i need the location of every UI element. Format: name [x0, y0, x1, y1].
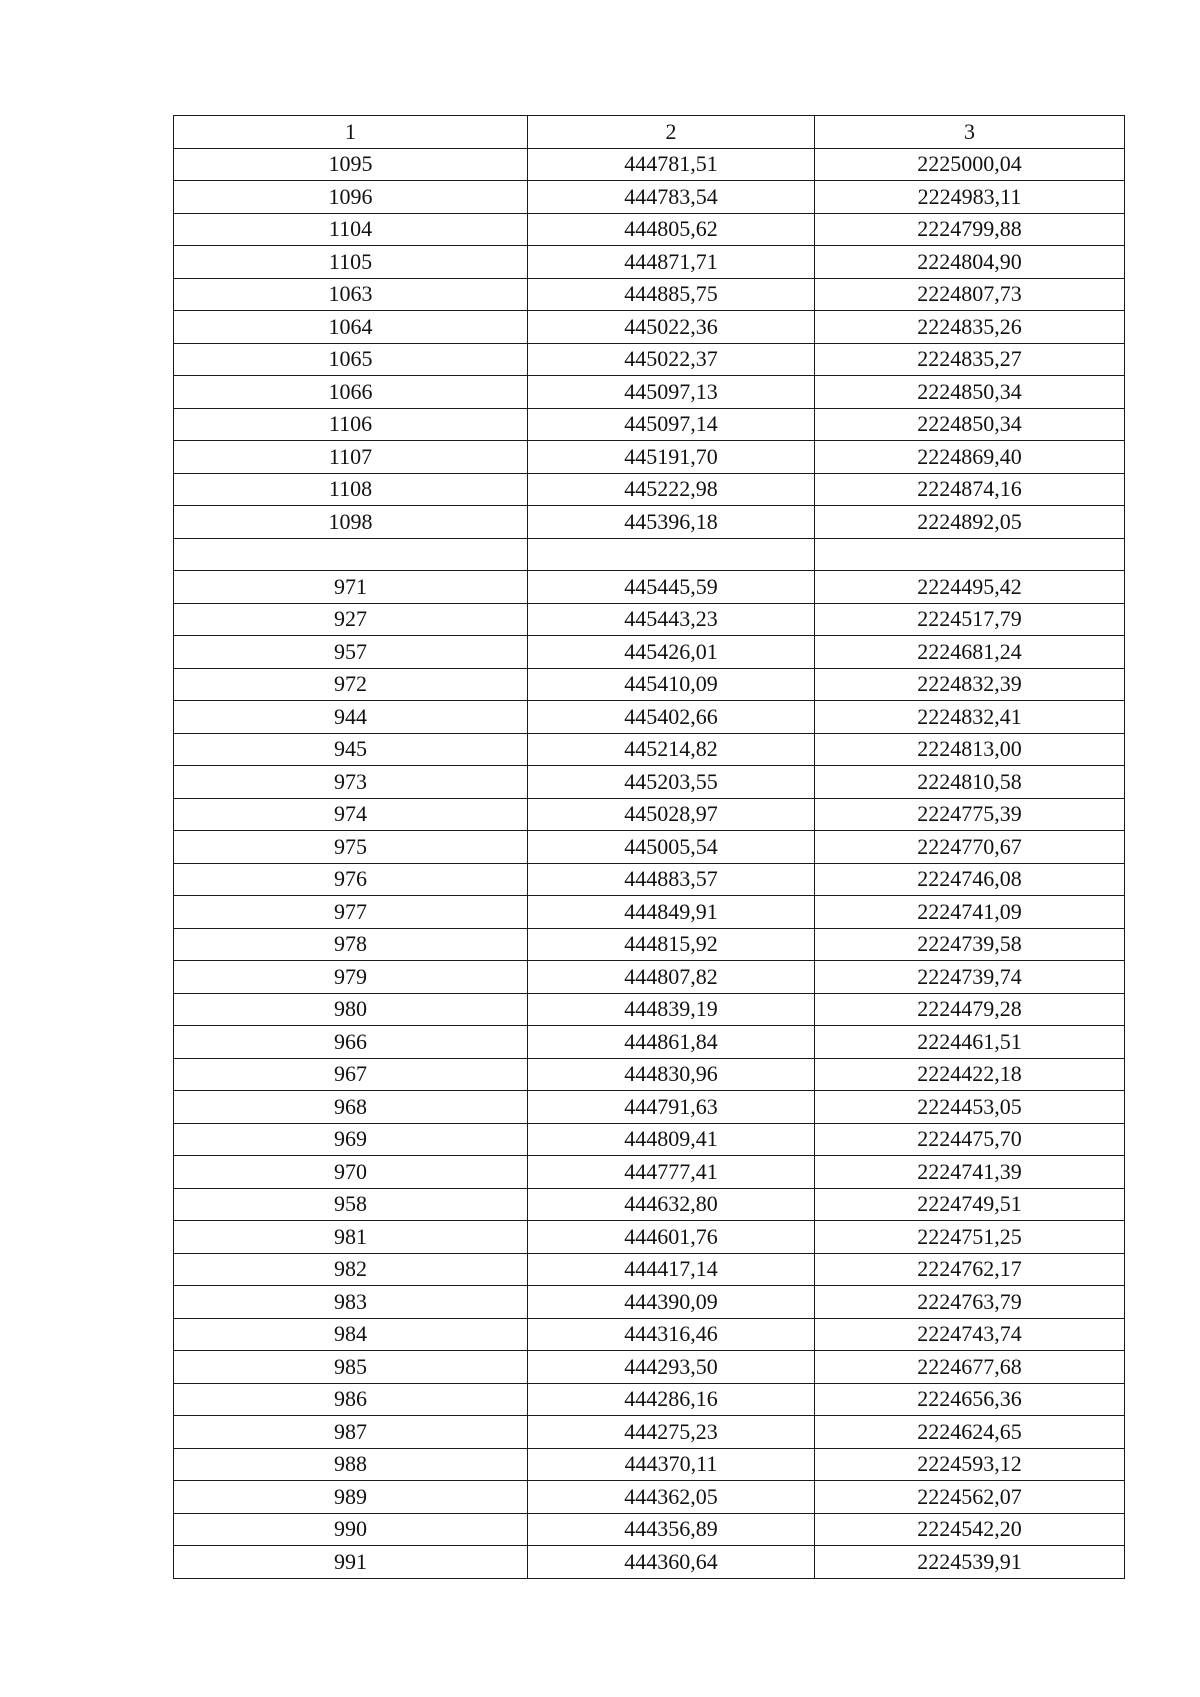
point-number-cell: 1066 [174, 376, 528, 409]
x-coordinate-cell: 444783,54 [528, 181, 815, 214]
header-row [174, 116, 1125, 149]
point-number-cell: 1063 [174, 278, 528, 311]
point-number-cell: 973 [174, 766, 528, 799]
point-number-cell: 987 [174, 1416, 528, 1449]
table-row [174, 701, 1125, 734]
y-coordinate-cell: 2224810,58 [815, 766, 1125, 799]
table-row [174, 733, 1125, 766]
y-coordinate-cell: 2224479,28 [815, 993, 1125, 1026]
point-number-cell: 1095 [174, 148, 528, 181]
point-number-cell [174, 538, 528, 571]
x-coordinate-cell: 444390,09 [528, 1286, 815, 1319]
y-coordinate-cell: 2224542,20 [815, 1513, 1125, 1546]
x-coordinate-cell: 444839,19 [528, 993, 815, 1026]
x-coordinate-cell: 444360,64 [528, 1546, 815, 1579]
table-row [174, 278, 1125, 311]
y-coordinate-cell: 2224751,25 [815, 1221, 1125, 1254]
y-coordinate-cell: 2224746,08 [815, 863, 1125, 896]
coordinates-table [173, 115, 1125, 1579]
table-row [174, 213, 1125, 246]
table-row [174, 1156, 1125, 1189]
point-number-cell: 972 [174, 668, 528, 701]
y-coordinate-cell: 2224562,07 [815, 1481, 1125, 1514]
x-coordinate-cell: 444356,89 [528, 1513, 815, 1546]
table-row [174, 1481, 1125, 1514]
point-number-cell: 969 [174, 1123, 528, 1156]
table-row [174, 148, 1125, 181]
table-row [174, 603, 1125, 636]
y-coordinate-cell: 2224539,91 [815, 1546, 1125, 1579]
y-coordinate-cell: 2224832,39 [815, 668, 1125, 701]
x-coordinate-cell: 445222,98 [528, 473, 815, 506]
y-coordinate-cell: 2224775,39 [815, 798, 1125, 831]
x-coordinate-cell: 444883,57 [528, 863, 815, 896]
table-row [174, 1091, 1125, 1124]
point-number-cell: 974 [174, 798, 528, 831]
table-row [174, 376, 1125, 409]
y-coordinate-cell: 2224762,17 [815, 1253, 1125, 1286]
point-number-cell: 980 [174, 993, 528, 1026]
point-number-cell: 1107 [174, 441, 528, 474]
x-coordinate-cell: 444417,14 [528, 1253, 815, 1286]
point-number-cell: 984 [174, 1318, 528, 1351]
x-coordinate-cell: 445097,13 [528, 376, 815, 409]
y-coordinate-cell: 2224835,27 [815, 343, 1125, 376]
x-coordinate-cell: 444275,23 [528, 1416, 815, 1449]
x-coordinate-cell: 445203,55 [528, 766, 815, 799]
table-row [174, 1351, 1125, 1384]
point-number-cell: 991 [174, 1546, 528, 1579]
y-coordinate-cell: 2224804,90 [815, 246, 1125, 279]
point-number-cell: 979 [174, 961, 528, 994]
point-number-cell: 983 [174, 1286, 528, 1319]
y-coordinate-cell: 2224869,40 [815, 441, 1125, 474]
table-row [174, 441, 1125, 474]
point-number-cell: 1106 [174, 408, 528, 441]
y-coordinate-cell: 2224422,18 [815, 1058, 1125, 1091]
y-coordinate-cell: 2224677,68 [815, 1351, 1125, 1384]
x-coordinate-cell: 445022,36 [528, 311, 815, 344]
x-coordinate-cell: 444781,51 [528, 148, 815, 181]
header-cell-point: 1 [174, 116, 528, 149]
table-row [174, 993, 1125, 1026]
table-row [174, 1188, 1125, 1221]
x-coordinate-cell: 444370,11 [528, 1448, 815, 1481]
x-coordinate-cell: 444286,16 [528, 1383, 815, 1416]
y-coordinate-cell: 2224763,79 [815, 1286, 1125, 1319]
y-coordinate-cell: 2224741,09 [815, 896, 1125, 929]
point-number-cell: 982 [174, 1253, 528, 1286]
x-coordinate-cell: 444316,46 [528, 1318, 815, 1351]
point-number-cell: 970 [174, 1156, 528, 1189]
point-number-cell: 988 [174, 1448, 528, 1481]
point-number-cell: 989 [174, 1481, 528, 1514]
y-coordinate-cell: 2224656,36 [815, 1383, 1125, 1416]
header-cell-y: 3 [815, 116, 1125, 149]
x-coordinate-cell: 444871,71 [528, 246, 815, 279]
point-number-cell: 985 [174, 1351, 528, 1384]
point-number-cell: 957 [174, 636, 528, 669]
y-coordinate-cell: 2224832,41 [815, 701, 1125, 734]
table-row [174, 1416, 1125, 1449]
point-number-cell: 976 [174, 863, 528, 896]
y-coordinate-cell: 2224495,42 [815, 571, 1125, 604]
x-coordinate-cell: 444777,41 [528, 1156, 815, 1189]
table-row [174, 1448, 1125, 1481]
point-number-cell: 975 [174, 831, 528, 864]
point-number-cell: 927 [174, 603, 528, 636]
y-coordinate-cell: 2224475,70 [815, 1123, 1125, 1156]
empty-row [174, 538, 1125, 571]
table-row [174, 571, 1125, 604]
x-coordinate-cell: 444861,84 [528, 1026, 815, 1059]
table-row [174, 961, 1125, 994]
y-coordinate-cell: 2224770,67 [815, 831, 1125, 864]
y-coordinate-cell: 2224593,12 [815, 1448, 1125, 1481]
point-number-cell: 971 [174, 571, 528, 604]
point-number-cell: 1105 [174, 246, 528, 279]
y-coordinate-cell: 2224813,00 [815, 733, 1125, 766]
x-coordinate-cell: 444293,50 [528, 1351, 815, 1384]
point-number-cell: 1098 [174, 506, 528, 539]
y-coordinate-cell: 2224799,88 [815, 213, 1125, 246]
x-coordinate-cell [528, 538, 815, 571]
point-number-cell: 958 [174, 1188, 528, 1221]
point-number-cell: 968 [174, 1091, 528, 1124]
x-coordinate-cell: 444830,96 [528, 1058, 815, 1091]
y-coordinate-cell: 2225000,04 [815, 148, 1125, 181]
table-row [174, 928, 1125, 961]
table-row [174, 1546, 1125, 1579]
x-coordinate-cell: 444791,63 [528, 1091, 815, 1124]
x-coordinate-cell: 445426,01 [528, 636, 815, 669]
table-row [174, 473, 1125, 506]
point-number-cell: 981 [174, 1221, 528, 1254]
point-number-cell: 945 [174, 733, 528, 766]
x-coordinate-cell: 444809,41 [528, 1123, 815, 1156]
y-coordinate-cell: 2224739,74 [815, 961, 1125, 994]
y-coordinate-cell: 2224517,79 [815, 603, 1125, 636]
point-number-cell: 966 [174, 1026, 528, 1059]
y-coordinate-cell: 2224874,16 [815, 473, 1125, 506]
x-coordinate-cell: 445022,37 [528, 343, 815, 376]
table-row [174, 1286, 1125, 1319]
point-number-cell: 977 [174, 896, 528, 929]
table-row [174, 246, 1125, 279]
x-coordinate-cell: 445028,97 [528, 798, 815, 831]
y-coordinate-cell: 2224624,65 [815, 1416, 1125, 1449]
point-number-cell: 978 [174, 928, 528, 961]
table-row [174, 1383, 1125, 1416]
table-row [174, 766, 1125, 799]
table-row [174, 798, 1125, 831]
point-number-cell: 944 [174, 701, 528, 734]
point-number-cell: 990 [174, 1513, 528, 1546]
table-body [174, 116, 1125, 1579]
point-number-cell: 1065 [174, 343, 528, 376]
table-row [174, 831, 1125, 864]
x-coordinate-cell: 445402,66 [528, 701, 815, 734]
y-coordinate-cell: 2224453,05 [815, 1091, 1125, 1124]
table-row [174, 1221, 1125, 1254]
y-coordinate-cell: 2224461,51 [815, 1026, 1125, 1059]
table-row [174, 863, 1125, 896]
point-number-cell: 967 [174, 1058, 528, 1091]
y-coordinate-cell: 2224739,58 [815, 928, 1125, 961]
x-coordinate-cell: 445097,14 [528, 408, 815, 441]
x-coordinate-cell: 445005,54 [528, 831, 815, 864]
header-cell-x: 2 [528, 116, 815, 149]
y-coordinate-cell: 2224850,34 [815, 408, 1125, 441]
x-coordinate-cell: 444362,05 [528, 1481, 815, 1514]
table-row [174, 1253, 1125, 1286]
table-row [174, 408, 1125, 441]
x-coordinate-cell: 445410,09 [528, 668, 815, 701]
y-coordinate-cell: 2224681,24 [815, 636, 1125, 669]
x-coordinate-cell: 445191,70 [528, 441, 815, 474]
point-number-cell: 986 [174, 1383, 528, 1416]
x-coordinate-cell: 444601,76 [528, 1221, 815, 1254]
table-row [174, 636, 1125, 669]
point-number-cell: 1064 [174, 311, 528, 344]
y-coordinate-cell: 2224892,05 [815, 506, 1125, 539]
y-coordinate-cell: 2224850,34 [815, 376, 1125, 409]
x-coordinate-cell: 445214,82 [528, 733, 815, 766]
table-row [174, 506, 1125, 539]
point-number-cell: 1108 [174, 473, 528, 506]
table-row [174, 668, 1125, 701]
x-coordinate-cell: 444805,62 [528, 213, 815, 246]
y-coordinate-cell: 2224741,39 [815, 1156, 1125, 1189]
table-row [174, 181, 1125, 214]
y-coordinate-cell: 2224749,51 [815, 1188, 1125, 1221]
table-row [174, 1513, 1125, 1546]
y-coordinate-cell: 2224983,11 [815, 181, 1125, 214]
point-number-cell: 1096 [174, 181, 528, 214]
x-coordinate-cell: 445445,59 [528, 571, 815, 604]
table-row [174, 896, 1125, 929]
y-coordinate-cell [815, 538, 1125, 571]
table-row [174, 1058, 1125, 1091]
table-row [174, 311, 1125, 344]
y-coordinate-cell: 2224807,73 [815, 278, 1125, 311]
x-coordinate-cell: 444807,82 [528, 961, 815, 994]
y-coordinate-cell: 2224743,74 [815, 1318, 1125, 1351]
table-row [174, 1026, 1125, 1059]
point-number-cell: 1104 [174, 213, 528, 246]
x-coordinate-cell: 445396,18 [528, 506, 815, 539]
table-row [174, 343, 1125, 376]
x-coordinate-cell: 444815,92 [528, 928, 815, 961]
table-row [174, 1318, 1125, 1351]
x-coordinate-cell: 444632,80 [528, 1188, 815, 1221]
x-coordinate-cell: 444849,91 [528, 896, 815, 929]
table-row [174, 1123, 1125, 1156]
y-coordinate-cell: 2224835,26 [815, 311, 1125, 344]
x-coordinate-cell: 444885,75 [528, 278, 815, 311]
x-coordinate-cell: 445443,23 [528, 603, 815, 636]
